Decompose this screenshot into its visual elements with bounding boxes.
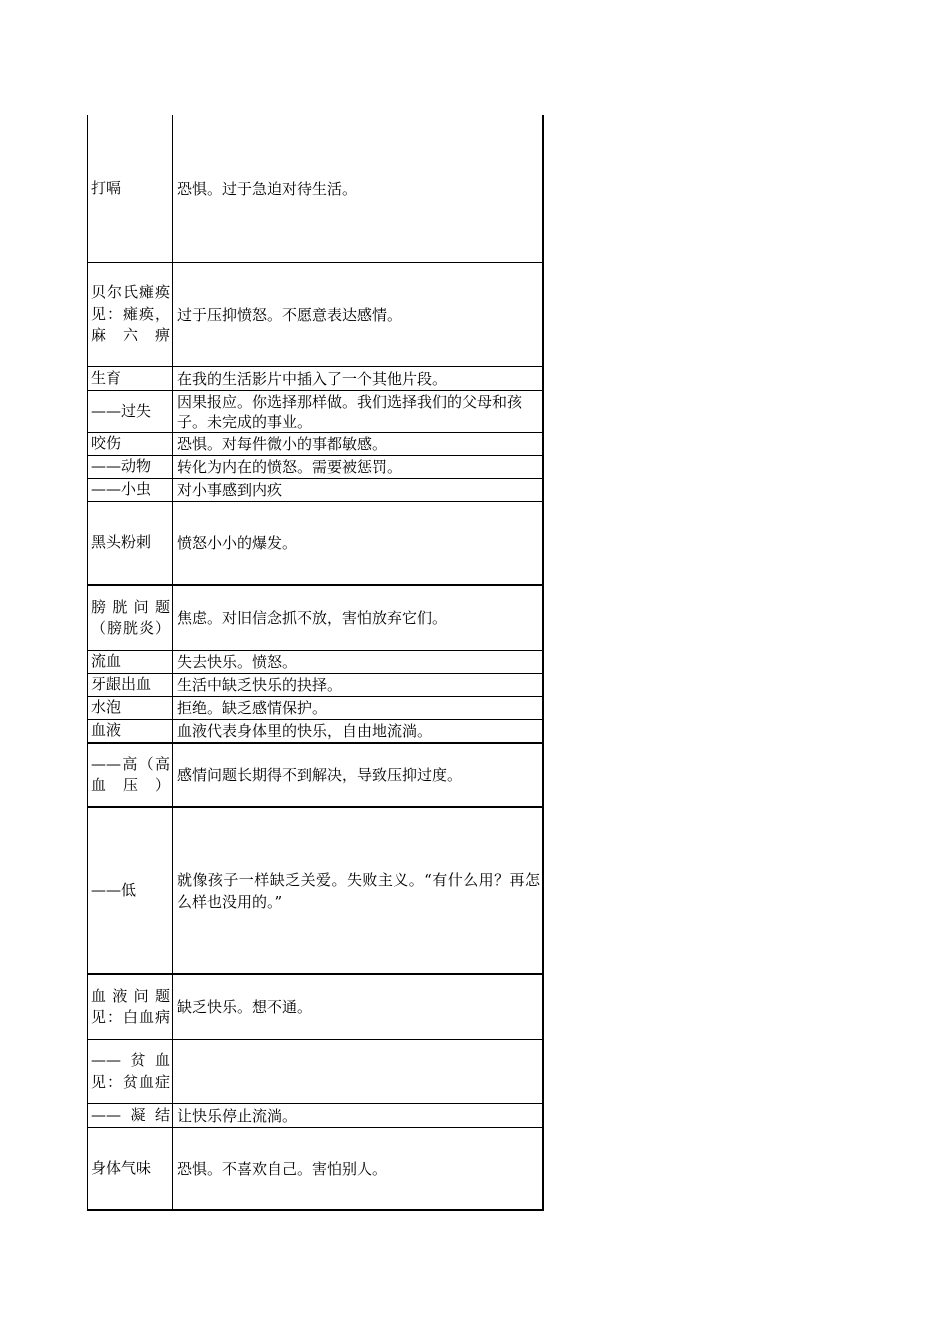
term-cell: 牙龈出血 xyxy=(88,674,173,696)
description-cell: 过于压抑愤怒。不愿意表达感情。 xyxy=(177,305,403,324)
term-cell: 打嗝 xyxy=(88,115,173,262)
description-cell: 在我的生活影片中插入了一个其他片段。 xyxy=(177,369,448,388)
table-row xyxy=(88,478,542,501)
description-cell: 焦虑。对旧信念抓不放，害怕放弃它们。 xyxy=(177,609,448,627)
description-cell: 失去快乐。愤怒。 xyxy=(177,653,298,671)
term-cell: ——高（高血压） xyxy=(88,744,173,806)
term-cell: ——低 xyxy=(88,808,173,973)
table-row xyxy=(88,584,542,650)
table-row xyxy=(88,1103,542,1127)
description-cell: 缺乏快乐。想不通。 xyxy=(177,998,313,1016)
description-cell: 转化为内在的愤怒。需要被惩罚。 xyxy=(177,458,403,476)
table-row xyxy=(88,262,542,366)
table-row xyxy=(88,366,542,390)
description-cell: 愤怒小小的爆发。 xyxy=(177,534,298,552)
table-row xyxy=(88,673,542,696)
term-cell: ——凝结 xyxy=(88,1104,173,1127)
table-row xyxy=(88,650,542,673)
term-cell: 贝尔氏瘫痪 见：瘫痪，麻六痹 xyxy=(88,263,173,366)
description-cell: 生活中缺乏快乐的抉择。 xyxy=(177,676,343,694)
term-cell: 生育 xyxy=(88,367,173,390)
term-cell: 流血 xyxy=(88,651,173,673)
term-cell: 水泡 xyxy=(88,697,173,719)
term-cell: 膀胱问题（膀胱炎） xyxy=(88,586,173,650)
description-cell: 恐惧。过于急迫对待生活。 xyxy=(177,179,358,198)
description-cell: 血液代表身体里的快乐，自由地流淌。 xyxy=(177,722,433,740)
table-row xyxy=(88,501,542,584)
term-cell: 血液问题 见：白血病 xyxy=(88,975,173,1039)
table-row xyxy=(88,806,542,973)
term-cell: 血液 xyxy=(88,720,173,742)
description-cell: 拒绝。缺乏感情保护。 xyxy=(177,699,328,717)
term-cell: 黑头粉刺 xyxy=(88,502,173,584)
description-cell xyxy=(173,1040,542,1103)
term-cell: ——动物 xyxy=(88,456,173,478)
table-row xyxy=(88,115,542,262)
description-cell: 恐惧。不喜欢自己。害怕别人。 xyxy=(177,1159,388,1178)
table-row xyxy=(88,973,542,1039)
table-row xyxy=(88,742,542,806)
table-row xyxy=(88,1039,542,1103)
description-cell: 对小事感到内疚 xyxy=(177,481,283,499)
description-cell: 让快乐停止流淌。 xyxy=(177,1106,298,1125)
table-row xyxy=(88,696,542,719)
term-cell: ——小虫 xyxy=(88,479,173,501)
table-row xyxy=(88,390,542,432)
term-cell: ——过失 xyxy=(88,391,173,432)
description-cell: 感情问题长期得不到解决，导致压抑过度。 xyxy=(177,766,463,784)
table-row xyxy=(88,1127,542,1209)
definition-table xyxy=(87,115,544,1211)
table-row xyxy=(88,719,542,742)
description-cell: 恐惧。对每件微小的事都敏感。 xyxy=(177,435,388,453)
term-cell: ——贫血 见：贫血症 xyxy=(88,1040,173,1103)
description-cell: 因果报应。你选择那样做。我们选择我们的父母和孩子。未完成的事业。 xyxy=(177,392,523,431)
table-row xyxy=(88,432,542,455)
term-cell: 身体气味 xyxy=(88,1128,173,1209)
description-cell: 就像孩子一样缺乏关爱。失败主义。“有什么用？再怎么样也没用的。” xyxy=(177,870,540,911)
table-row xyxy=(88,455,542,478)
term-cell: 咬伤 xyxy=(88,433,173,455)
